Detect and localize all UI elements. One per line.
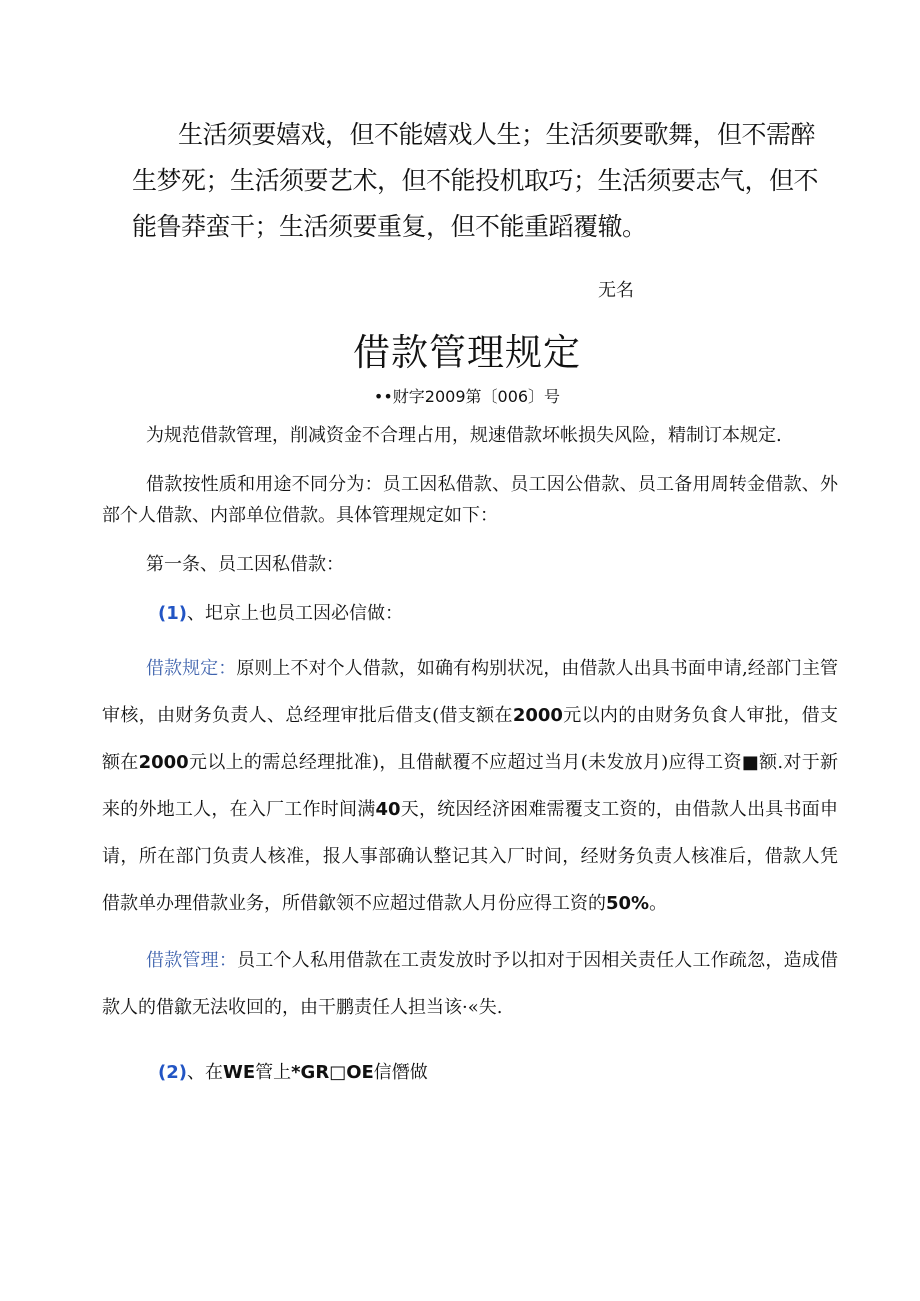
rules-text-2: 元以内的由财务负食人审批，借支额在: [102, 705, 838, 773]
document-title: 借款管理规定: [353, 331, 581, 374]
subsection-2-code-2: *GR□OE: [291, 1062, 374, 1083]
rules-amount-1: 2000: [512, 705, 563, 726]
rules-percent: 50%: [606, 893, 650, 914]
subsection-2-heading: [102, 1057, 838, 1088]
subsection-1-text: 、圯京上也员工因必信做：: [186, 603, 403, 624]
rules-days: 40: [375, 799, 401, 820]
rules-text-5: 。: [649, 893, 668, 914]
rules-amount-2: 2000: [138, 752, 189, 773]
document-number: ••财字2009第〔006〕号: [373, 387, 561, 406]
rules-paragraph: [102, 645, 838, 927]
management-text: 员工个人私用借款在工责发放时予以扣对于因相关责任人工作疏忽，造成借款人的借歙无法收回的，由干鹏责任人担当该·«失.: [102, 950, 839, 1018]
rules-label: 借款规定：: [146, 658, 237, 679]
subsection-2-text-2: 管上: [255, 1062, 292, 1083]
subsection-2-text-1: 、在: [186, 1062, 223, 1083]
subsection-2-text-3: 信僭做: [373, 1062, 428, 1083]
management-paragraph: [102, 937, 838, 1031]
rules-text-1: 原则上不对个人借款，如确有构别状况，由借款人出具书面申请,经部门主管审核，由财务负责人、总经理审批后借支(借支额在: [102, 658, 839, 726]
subsection-1-heading: [102, 598, 838, 629]
rules-text-3: 元以上的需总经理批准)，且借献覆不应超过当月(未发放月)应得工资■额.对于新来的外地工人，在入厂工作时间满: [102, 752, 839, 820]
document-body: [102, 420, 838, 1088]
management-label: 借款管理：: [146, 950, 238, 971]
article-1-heading: 第一条、员工因私借款：: [146, 554, 344, 575]
intro-paragraph: 为规范借款管理，削减资金不合理占用，规速借款坏帐损失风险，精制订本规定.: [146, 425, 782, 446]
rules-text-4: 天，统因经济困难需覆支工资的，由借款人出具书面申请，所在部门负责人核准，报人事部确认整记其入厂时间，经财务负责人核准后，借款人凭借款单办理借款业务，所借歙领不应超过借款人月份应得工资的: [102, 799, 838, 914]
subsection-1-number: (1): [158, 603, 187, 624]
subsection-2-number: (2): [158, 1062, 187, 1083]
quote-author: 无名: [598, 280, 634, 301]
subsection-2-code-1: WE: [222, 1062, 256, 1083]
categories-paragraph: 借款按性质和用途不同分为：员工因私借款、员工因公借款、员工备用周转金借款、外部个人借款、内部单位借款。具体管理规定如下：: [102, 474, 838, 526]
quote-text: 生活须要嬉戏，但不能嬉戏人生；生活须要歌舞，但不需醉生梦死；生活须要艺术，但不能投机取巧；生活须要志气，但不能鲁莽蛮干；生活须要重复，但不能重蹈覆辙。: [132, 120, 819, 241]
